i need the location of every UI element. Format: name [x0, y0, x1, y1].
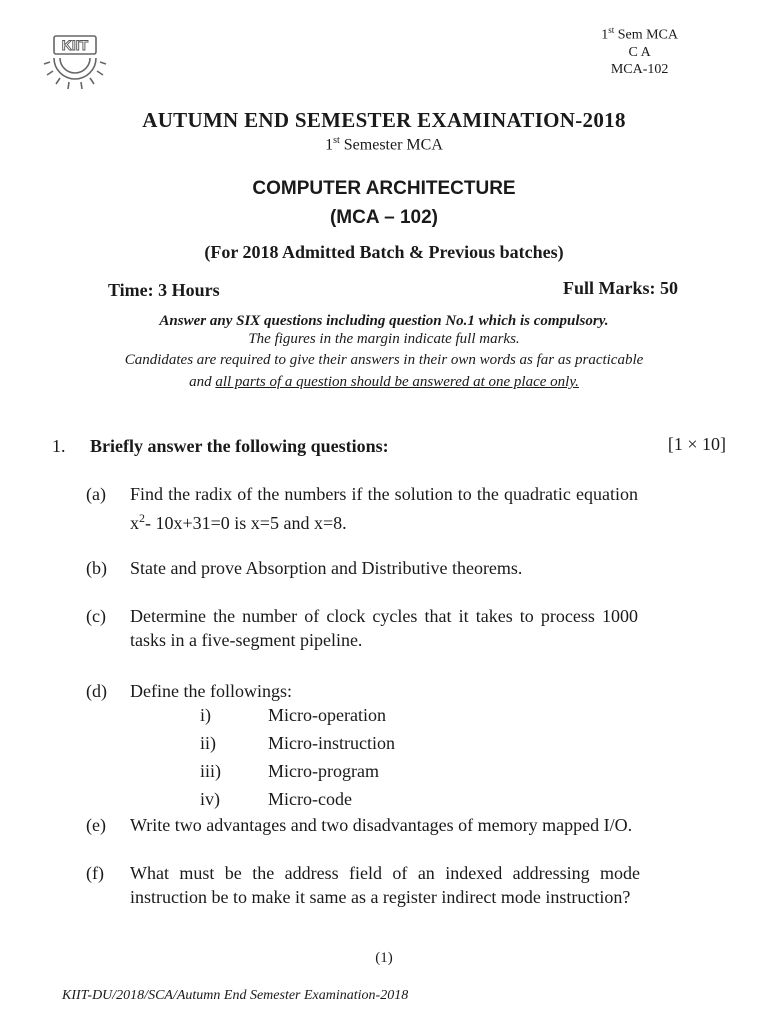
subitem-text: Micro-code — [268, 789, 352, 809]
question-marks: [1 × 10] — [667, 434, 726, 454]
subitem-number: iii) — [200, 761, 221, 781]
subitem-number: iv) — [200, 789, 220, 809]
semester-subtitle: 1st Semester MCA — [325, 135, 443, 154]
course-code: MCA-102 — [610, 61, 669, 77]
instruction-own-words: Candidates are required to give their answers in their own words as far as practicable — [124, 352, 644, 368]
part-label: (d) — [86, 681, 107, 701]
subitem-number: i) — [200, 705, 211, 725]
part-text: What must be the address field of an indexed addressing mode instruction be to make it same as a register indirect mode instruction? — [130, 863, 640, 907]
part-text: Find the radix of the numbers if the solution to the quadratic equation $x^2-$ 10x+31=0 is x=5 and x=8. — [130, 484, 638, 533]
semester-line: 1st Sem MCA — [601, 25, 678, 43]
page-number: (1) — [375, 950, 393, 966]
university-logo — [40, 28, 110, 92]
exam-time: Time: 3 Hours — [108, 280, 220, 300]
exam-title: AUTUMN END SEMESTER EXAMINATION-2018 — [142, 108, 626, 132]
svg-text:KIIT: KIIT — [61, 37, 89, 53]
part-label: (f) — [86, 863, 104, 883]
subject-code: (MCA – 102) — [329, 207, 439, 228]
subitem-number: ii) — [200, 733, 216, 753]
subject-title: COMPUTER ARCHITECTURE — [252, 178, 516, 199]
part-text: State and prove Absorption and Distributive theorems. — [130, 558, 523, 578]
instruction-one-place: and all parts of a question should be answered at one place only. — [189, 374, 579, 390]
part-label: (b) — [86, 558, 107, 578]
instruction-margin-marks: The figures in the margin indicate full marks. — [248, 331, 520, 347]
part-label: (c) — [86, 606, 106, 626]
part-label: (a) — [86, 484, 106, 504]
document-footer: KIIT-DU/2018/SCA/Autumn End Semester Examination-2018 — [62, 988, 409, 1003]
question-number: 1. — [52, 436, 66, 456]
part-text: Write two advantages and two disadvantages of memory mapped I/O. — [130, 815, 633, 835]
question-heading: Briefly answer the following questions: — [90, 436, 389, 456]
subitem-text: Micro-instruction — [268, 733, 395, 753]
short-code: C A — [628, 44, 651, 60]
corner-course-info — [601, 22, 678, 78]
subitem-text: Micro-operation — [268, 705, 386, 725]
part-text: Determine the number of clock cycles that it takes to process 1000 tasks in a five-segment pipeline. — [130, 606, 638, 650]
instruction-compulsory: Answer any SIX questions including question No.1 which is compulsory. — [159, 313, 609, 329]
subitem-text: Micro-program — [268, 761, 379, 781]
batch-note: (For 2018 Admitted Batch & Previous batches) — [204, 242, 564, 262]
part-label: (e) — [86, 815, 106, 835]
full-marks: Full Marks: 50 — [563, 278, 678, 298]
gear-emblem-icon — [40, 28, 110, 92]
question-part-a — [86, 482, 646, 532]
part-text: Define the followings: — [130, 681, 292, 701]
